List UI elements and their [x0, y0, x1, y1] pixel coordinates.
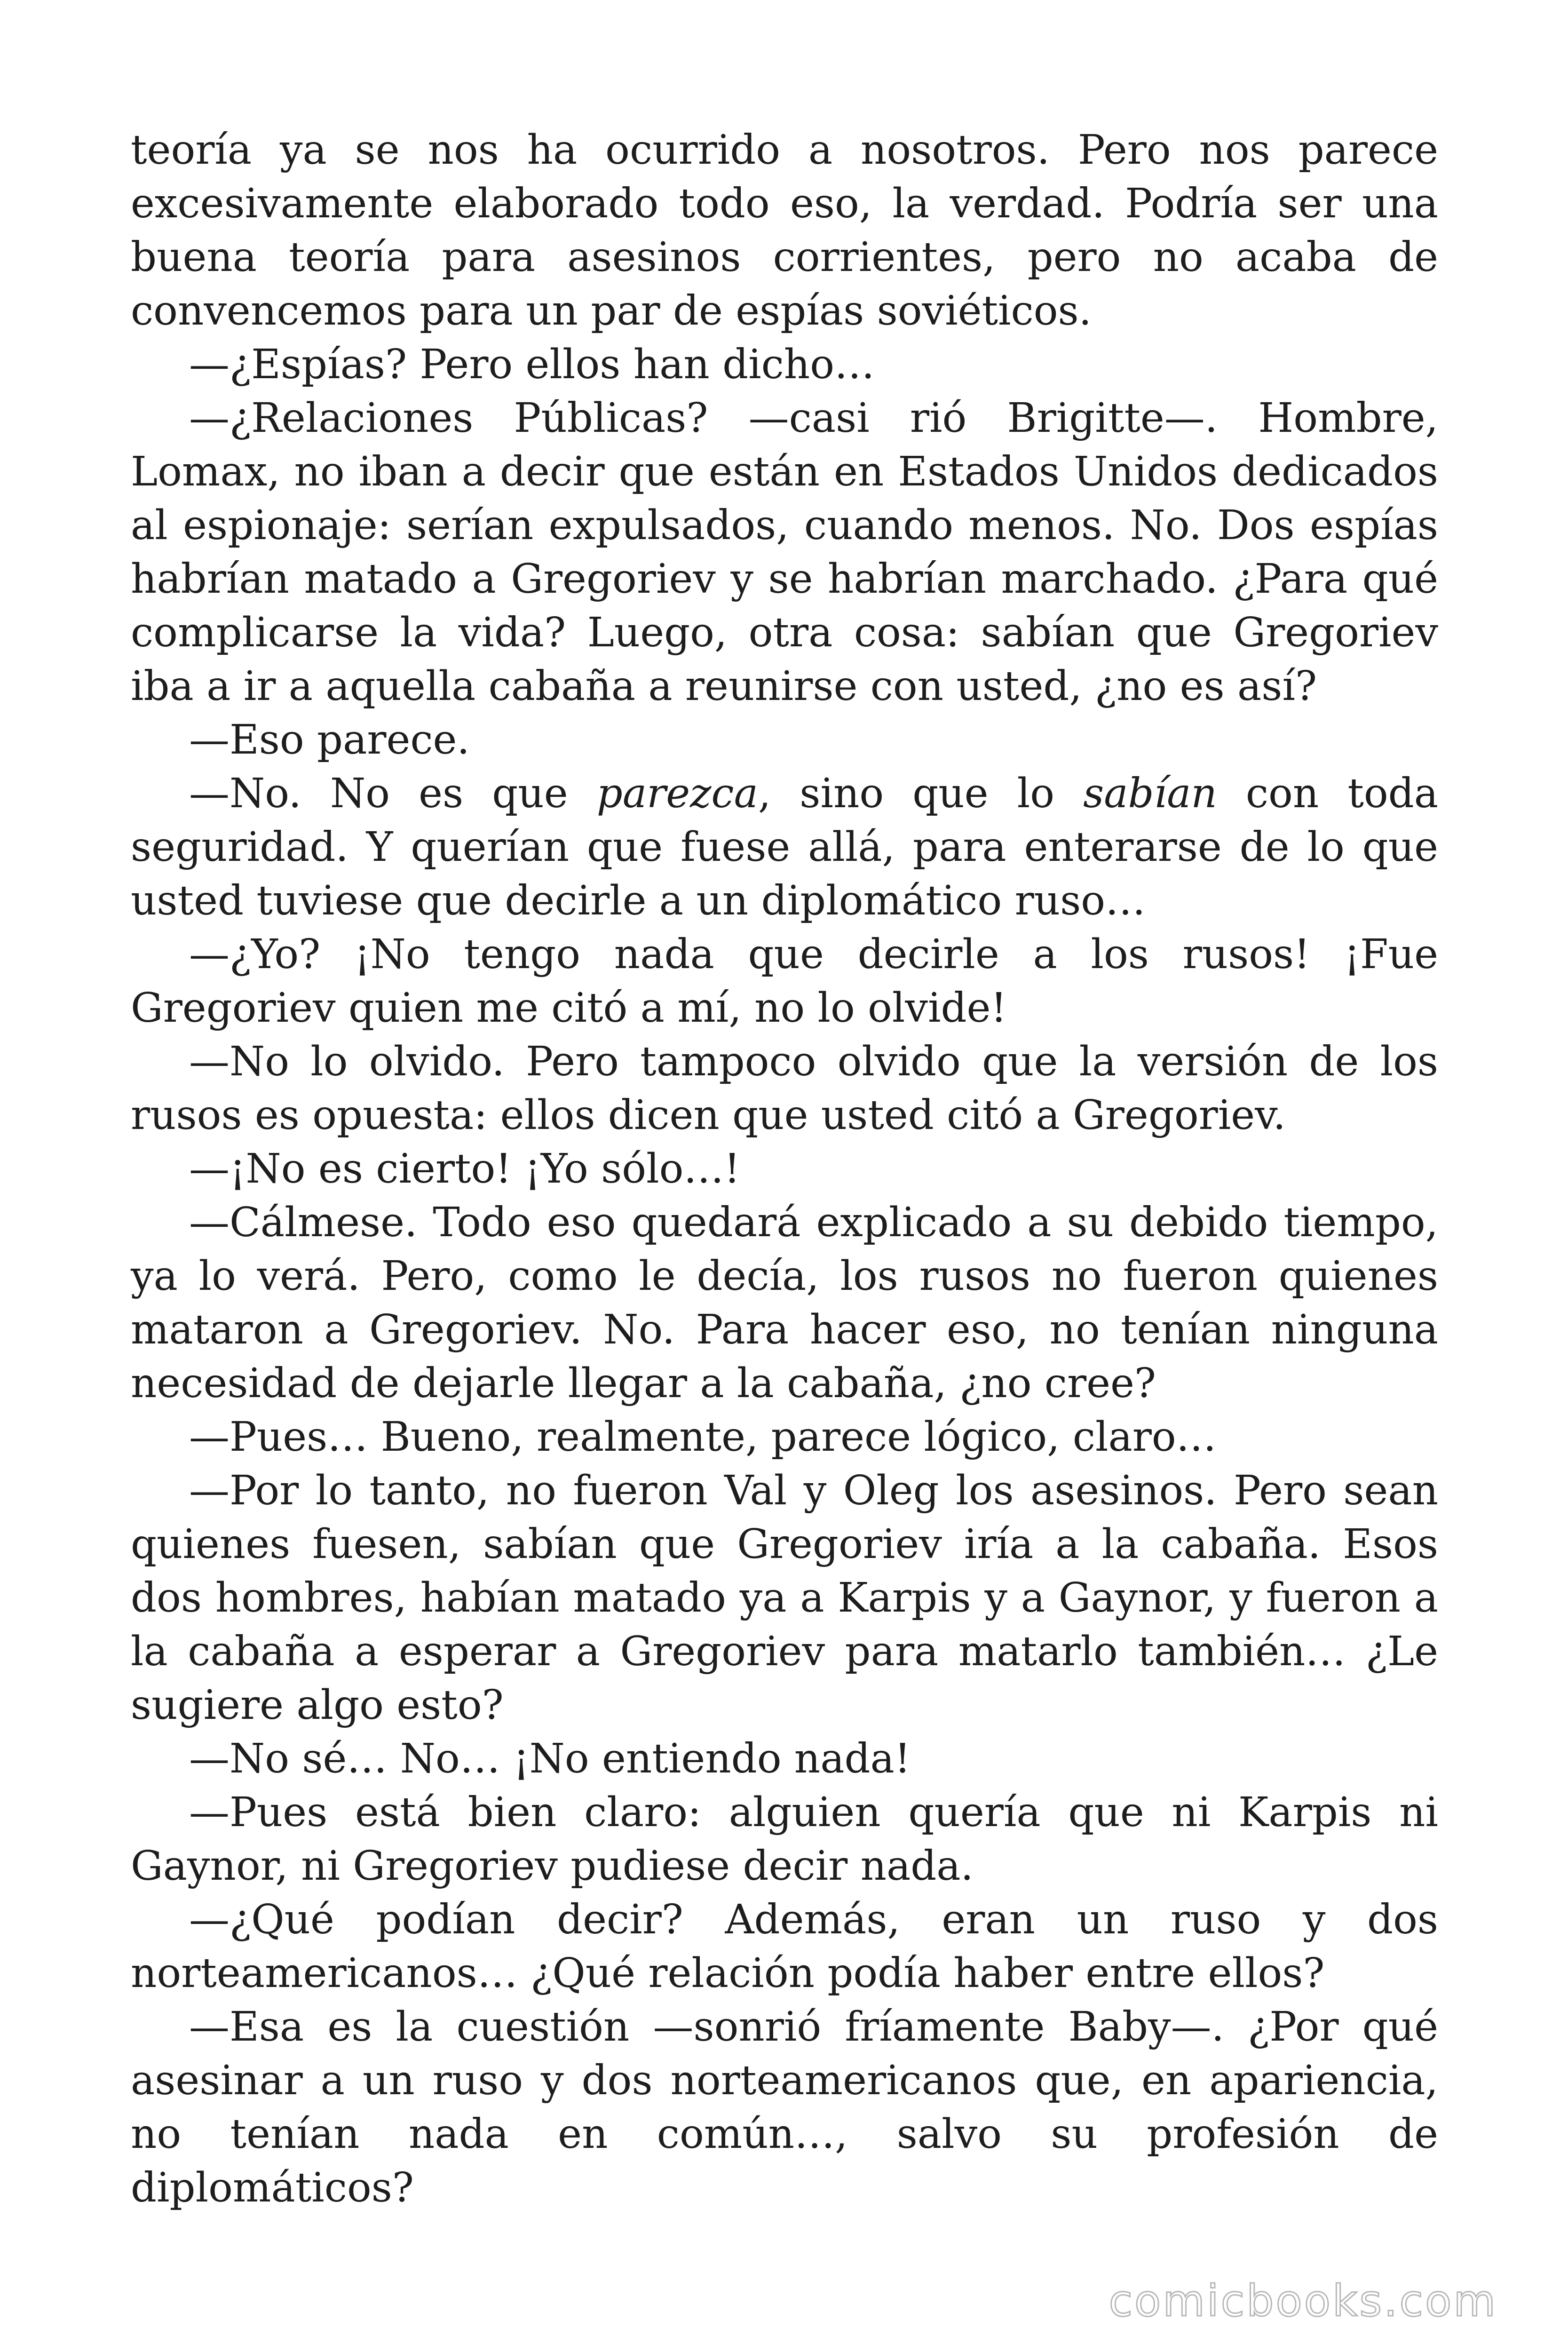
paragraph-5-part-1: —No. No es que: [189, 770, 597, 817]
paragraph-2: —¿Espías? Pero ellos han dicho…: [189, 341, 875, 388]
paragraph-4: —Eso parece.: [189, 716, 470, 763]
paragraph-12: —No sé… No… ¡No entiendo nada!: [189, 1735, 911, 1782]
paragraph-5-part-3: con toda seguridad. Y querían que fuese allá, para enterarse de lo que usted tuviese que decirle a un diplomático ruso…: [131, 770, 1438, 924]
watermark: comicbooks.com: [1109, 2276, 1497, 2326]
paragraph-5: [131, 767, 1438, 928]
paragraph-5-part-2: , sino que lo: [758, 770, 1084, 817]
paragraph-7: —No lo olvido. Pero tampoco olvido que la versión de los rusos es opuesta: ellos dicen que usted citó a Gregoriev.: [131, 1038, 1438, 1139]
paragraph-15: —Esa es la cuestión —sonrió fríamente Baby—. ¿Por qué asesinar a un ruso y dos norteamericanos que, en apariencia, no tenían nada en común…, salvo su profesión de diplomáticos?: [131, 2003, 1438, 2211]
paragraph-1: teoría ya se nos ha ocurrido a nosotros. Pero nos parece excesivamente elaborado todo eso, la verdad. Podría ser una buena teoría para asesinos corrientes, pero no acaba de convencemos para un par de espías soviéticos.: [131, 127, 1438, 334]
emphasis-parezca: parezca: [596, 770, 758, 817]
paragraph-8: —¡No es cierto! ¡Yo sólo…!: [189, 1145, 740, 1192]
page-text: [131, 123, 1438, 2215]
paragraph-6: —¿Yo? ¡No tengo nada que decirle a los rusos! ¡Fue Gregoriev quien me citó a mí, no lo olvide!: [131, 931, 1438, 1032]
paragraph-9: —Cálmese. Todo eso quedará explicado a su debido tiempo, ya lo verá. Pero, como le decía, los rusos no fueron quienes mataron a Gregoriev. No. Para hacer eso, no tenían ninguna necesidad de dejarle llegar a la cabaña, ¿no cree?: [131, 1199, 1438, 1407]
paragraph-11: —Por lo tanto, no fueron Val y Oleg los asesinos. Pero sean quienes fuesen, sabían que Gregoriev iría a la cabaña. Esos dos hombres, habían matado ya a Karpis y a Gaynor, y fueron a la cabaña a esperar a Gregoriev para matarlo también… ¿Le sugiere algo esto?: [131, 1467, 1438, 1729]
paragraph-3: —¿Relaciones Públicas? —casi rió Brigitte—. Hombre, Lomax, no iban a decir que están en Estados Unidos dedicados al espionaje: serían expulsados, cuando menos. No. Dos espías habrían matado a Gregoriev y se habrían marchado. ¿Para qué complicarse la vida? Luego, otra cosa: sabían que Gregoriev iba a ir a aquella cabaña a reunirse con usted, ¿no es así?: [131, 395, 1438, 710]
paragraph-14: —¿Qué podían decir? Además, eran un ruso y dos norteamericanos… ¿Qué relación podía haber entre ellos?: [131, 1896, 1438, 1997]
paragraph-10: —Pues… Bueno, realmente, parece lógico, claro…: [189, 1414, 1217, 1461]
emphasis-sabian: sabían: [1083, 770, 1217, 817]
paragraph-13: —Pues está bien claro: alguien quería que ni Karpis ni Gaynor, ni Gregoriev pudiese decir nada.: [131, 1789, 1438, 1890]
